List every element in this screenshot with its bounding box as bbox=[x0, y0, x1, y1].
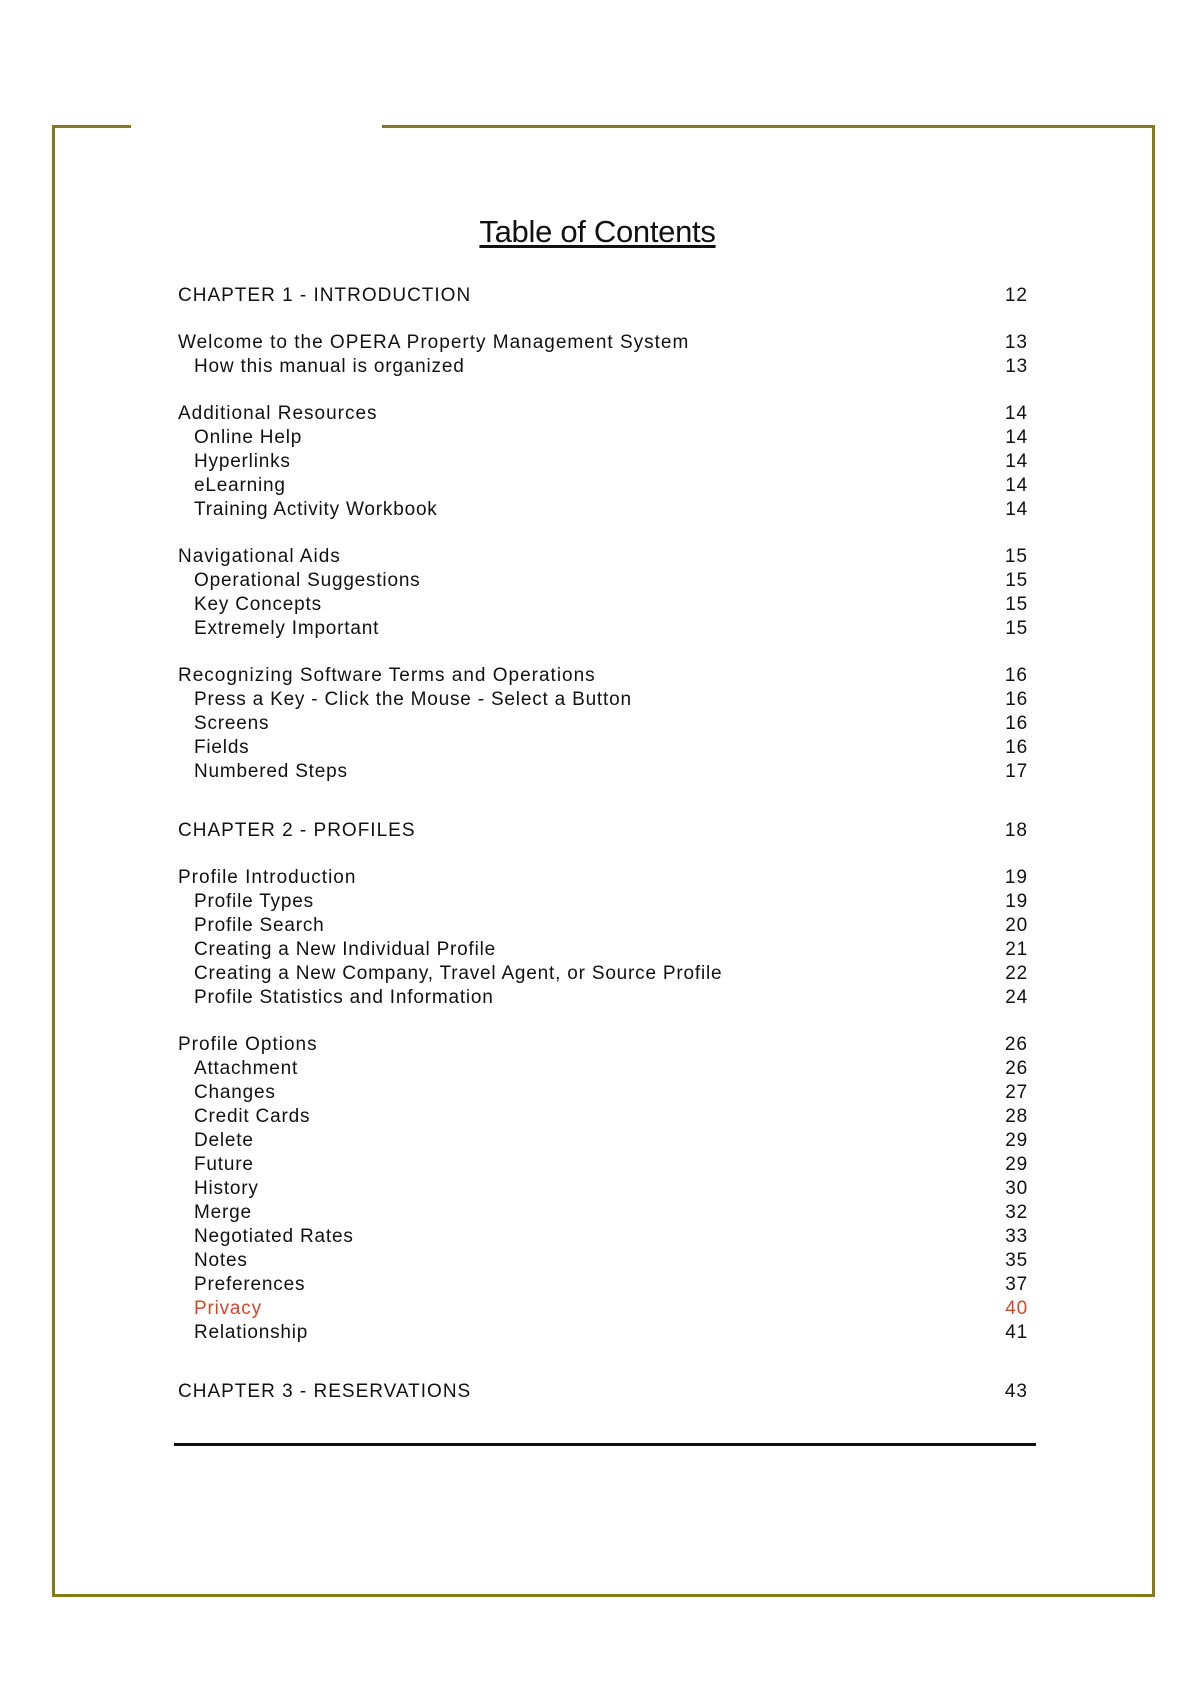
toc-entry-page-number: 19 bbox=[1005, 891, 1028, 912]
toc-entry-item[interactable] bbox=[178, 1273, 1028, 1297]
toc-entry-item[interactable] bbox=[178, 1201, 1028, 1225]
toc-entry-item[interactable] bbox=[178, 355, 1028, 379]
toc-entry-label: CHAPTER 1 - INTRODUCTION bbox=[178, 285, 472, 306]
toc-entry-label: Relationship bbox=[194, 1322, 309, 1343]
toc-entry-item[interactable] bbox=[178, 890, 1028, 914]
toc-entry-page-number: 33 bbox=[1005, 1226, 1028, 1247]
toc-entry-label: CHAPTER 3 - RESERVATIONS bbox=[178, 1381, 472, 1402]
toc-entry-page-number: 30 bbox=[1005, 1178, 1028, 1199]
toc-entry-page-number: 26 bbox=[1004, 1034, 1028, 1055]
toc-entry-item[interactable] bbox=[178, 498, 1028, 522]
toc-entry-label: How this manual is organized bbox=[194, 356, 465, 377]
toc-entry-item[interactable] bbox=[178, 986, 1028, 1010]
toc-entry-label: Screens bbox=[194, 713, 270, 734]
toc-entry-page-number: 29 bbox=[1005, 1154, 1028, 1175]
toc-entry-page-number: 18 bbox=[1004, 820, 1028, 841]
toc-entry-item[interactable] bbox=[178, 688, 1028, 712]
toc-entry-label: Future bbox=[194, 1154, 254, 1175]
toc-entry-label: Creating a New Company, Travel Agent, or Source Profile bbox=[194, 963, 723, 984]
toc-entry-label: Extremely Important bbox=[194, 618, 380, 639]
toc-entry-item[interactable] bbox=[178, 593, 1028, 617]
toc-entry-page-number: 22 bbox=[1005, 963, 1028, 984]
toc-entry-item[interactable] bbox=[178, 1225, 1028, 1249]
toc-entry-section[interactable] bbox=[178, 664, 1028, 688]
toc-entry-label: Welcome to the OPERA Property Management System bbox=[178, 332, 690, 353]
toc-entry-item[interactable] bbox=[178, 1057, 1028, 1081]
toc-entry-page-number: 15 bbox=[1005, 594, 1028, 615]
toc-entry-page-number: 41 bbox=[1005, 1322, 1028, 1343]
toc-entry-label: Notes bbox=[194, 1250, 248, 1271]
toc-entry-label: Preferences bbox=[194, 1274, 306, 1295]
toc-entry-page-number: 17 bbox=[1005, 761, 1028, 782]
toc-entry-label: Changes bbox=[194, 1082, 276, 1103]
toc-entry-item[interactable] bbox=[178, 938, 1028, 962]
toc-entry-label: Numbered Steps bbox=[194, 761, 348, 782]
toc-entry-label: Profile Search bbox=[194, 915, 325, 936]
toc-entry-page-number: 16 bbox=[1005, 713, 1028, 734]
toc-entry-page-number: 13 bbox=[1004, 332, 1028, 353]
toc-entry-item[interactable] bbox=[178, 736, 1028, 760]
toc-entry-page-number: 20 bbox=[1005, 915, 1028, 936]
toc-entry-label: Negotiated Rates bbox=[194, 1226, 354, 1247]
toc-entry-label: Operational Suggestions bbox=[194, 570, 421, 591]
toc-entry-label: eLearning bbox=[194, 475, 286, 496]
toc-entry-page-number: 15 bbox=[1004, 546, 1028, 567]
toc-entry-section[interactable] bbox=[178, 331, 1028, 355]
toc-entry-section[interactable] bbox=[178, 1033, 1028, 1057]
toc-entry-label: Navigational Aids bbox=[178, 546, 341, 567]
toc-entry-page-number: 27 bbox=[1005, 1082, 1028, 1103]
toc-entry-label: Fields bbox=[194, 737, 250, 758]
toc-entry-label: Credit Cards bbox=[194, 1106, 311, 1127]
toc-entry-page-number: 16 bbox=[1004, 665, 1028, 686]
toc-entry-label: Training Activity Workbook bbox=[194, 499, 438, 520]
toc-entry-page-number: 14 bbox=[1005, 427, 1028, 448]
toc-entry-page-number: 19 bbox=[1004, 867, 1028, 888]
toc-entry-label: Delete bbox=[194, 1130, 254, 1151]
toc-entry-page-number: 26 bbox=[1005, 1058, 1028, 1079]
toc-entry-page-number: 16 bbox=[1005, 689, 1028, 710]
toc-entry-item[interactable] bbox=[178, 1081, 1028, 1105]
toc-entry-page-number: 29 bbox=[1005, 1130, 1028, 1151]
toc-entry-label: Press a Key - Click the Mouse - Select a Button bbox=[194, 689, 632, 710]
toc-entry-chapter[interactable] bbox=[178, 284, 1028, 308]
toc-entry-chapter[interactable] bbox=[178, 1380, 1028, 1404]
toc-entry-item[interactable] bbox=[178, 1153, 1028, 1177]
toc-entry-page-number: 35 bbox=[1005, 1250, 1028, 1271]
toc-entry-page-number: 14 bbox=[1005, 451, 1028, 472]
toc-entry-page-number: 14 bbox=[1005, 475, 1028, 496]
toc-entry-item[interactable] bbox=[178, 1249, 1028, 1273]
toc-entry-label: Profile Introduction bbox=[178, 867, 357, 888]
toc-entry-chapter[interactable] bbox=[178, 819, 1028, 843]
toc-entry-label: Merge bbox=[194, 1202, 252, 1223]
toc-entry-page-number: 12 bbox=[1004, 285, 1028, 306]
toc-entry-item[interactable] bbox=[178, 962, 1028, 986]
toc-entry-page-number: 16 bbox=[1005, 737, 1028, 758]
toc-entry-page-number: 37 bbox=[1005, 1274, 1028, 1295]
toc-entry-page-number: 43 bbox=[1004, 1381, 1028, 1402]
toc-entry-label: Profile Options bbox=[178, 1034, 318, 1055]
toc-entry-item[interactable] bbox=[178, 1297, 1028, 1321]
toc-entry-item[interactable] bbox=[178, 1129, 1028, 1153]
toc-entry-section[interactable] bbox=[178, 402, 1028, 426]
toc-entry-item[interactable] bbox=[178, 1177, 1028, 1201]
toc-entry-label: Key Concepts bbox=[194, 594, 322, 615]
page-title: Table of Contents bbox=[479, 214, 716, 249]
toc-entry-page-number: 14 bbox=[1005, 499, 1028, 520]
toc-entry-page-number: 24 bbox=[1005, 987, 1028, 1008]
toc-entry-item[interactable] bbox=[178, 450, 1028, 474]
toc-entry-section[interactable] bbox=[178, 545, 1028, 569]
toc-entry-label: Attachment bbox=[194, 1058, 299, 1079]
toc-entry-page-number: 28 bbox=[1005, 1106, 1028, 1127]
toc-entry-page-number: 15 bbox=[1005, 618, 1028, 639]
toc-entry-item[interactable] bbox=[178, 760, 1028, 784]
table-of-contents bbox=[178, 284, 1028, 1404]
toc-entry-label: Recognizing Software Terms and Operations bbox=[178, 665, 596, 686]
toc-entry-section[interactable] bbox=[178, 866, 1028, 890]
toc-entry-item[interactable] bbox=[178, 914, 1028, 938]
toc-entry-item[interactable] bbox=[178, 426, 1028, 450]
bottom-rule bbox=[174, 1443, 1036, 1446]
toc-entry-label: Hyperlinks bbox=[194, 451, 291, 472]
frame-top-gap bbox=[131, 120, 382, 134]
toc-entry-page-number: 40 bbox=[1005, 1298, 1028, 1319]
toc-entry-label: Online Help bbox=[194, 427, 303, 448]
toc-entry-label: Additional Resources bbox=[178, 403, 378, 424]
toc-entry-label: Creating a New Individual Profile bbox=[194, 939, 497, 960]
toc-entry-page-number: 15 bbox=[1005, 570, 1028, 591]
toc-entry-page-number: 14 bbox=[1004, 403, 1028, 424]
toc-entry-page-number: 32 bbox=[1005, 1202, 1028, 1223]
toc-entry-page-number: 21 bbox=[1005, 939, 1028, 960]
toc-entry-item[interactable] bbox=[178, 1105, 1028, 1129]
toc-entry-label: Privacy bbox=[194, 1298, 262, 1319]
toc-entry-item[interactable] bbox=[178, 1321, 1028, 1345]
toc-entry-item[interactable] bbox=[178, 569, 1028, 593]
toc-entry-label: Profile Types bbox=[194, 891, 314, 912]
toc-entry-label: Profile Statistics and Information bbox=[194, 987, 494, 1008]
toc-entry-label: History bbox=[194, 1178, 259, 1199]
toc-entry-item[interactable] bbox=[178, 617, 1028, 641]
toc-entry-item[interactable] bbox=[178, 712, 1028, 736]
toc-entry-label: CHAPTER 2 - PROFILES bbox=[178, 820, 416, 841]
toc-entry-page-number: 13 bbox=[1005, 356, 1028, 377]
toc-entry-item[interactable] bbox=[178, 474, 1028, 498]
